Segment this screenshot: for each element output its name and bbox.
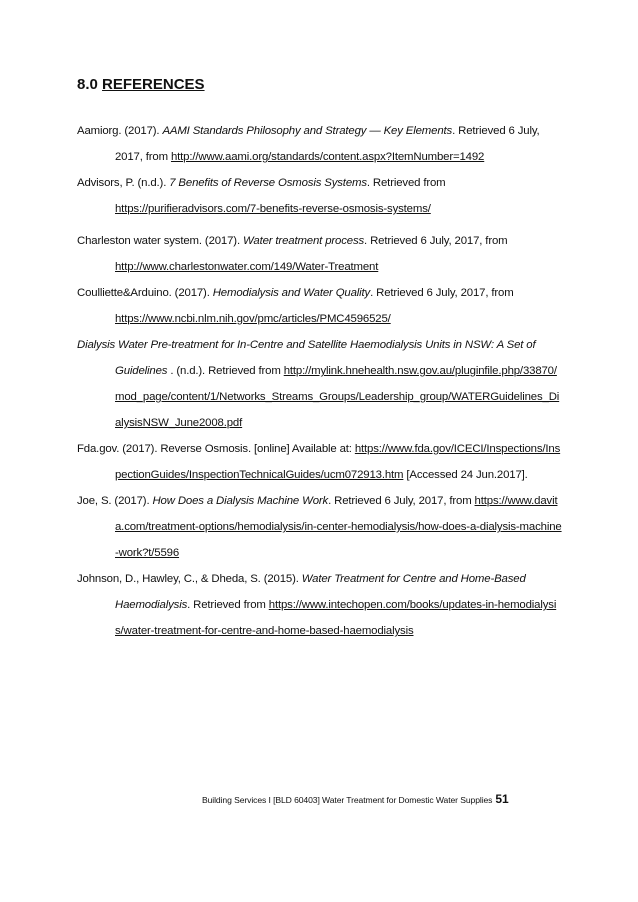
reference-title: 7 Benefits of Reverse Osmosis Systems xyxy=(169,177,367,189)
reference-item xyxy=(77,170,562,222)
reference-title: Dialysis Water Pre-treatment for In-Centre and Satellite Haemodialysis Units in NSW: A Set of Guidelines xyxy=(77,339,536,377)
reference-link[interactable]: http://mylink.hnehealth.nsw.gov.au/pluginfile.php/33870/mod_page/content/1/Networks_Streams_Groups/Leadership_group/WATERGuidelines_DialysisNSW_June2008.pdf xyxy=(115,365,560,429)
reference-item xyxy=(77,566,562,644)
reference-title: AAMI Standards Philosophy and Strategy — Key Elements xyxy=(162,125,453,137)
reference-authors: Johnson, D., Hawley, C., & Dheda, S. (2015). xyxy=(77,573,302,585)
reference-details: . Retrieved 6 July, 2017, from xyxy=(115,125,540,163)
reference-authors: Joe, S. (2017). xyxy=(77,495,153,507)
reference-authors: Aamiorg. (2017). xyxy=(77,125,163,137)
reference-authors: Charleston water system. (2017). xyxy=(77,235,243,247)
reference-accessed: [Accessed 24 Jun.2017]. xyxy=(403,469,528,481)
section-number: 8.0 xyxy=(77,76,98,93)
reference-title: Water Treatment for Centre and Home-Based Haemodialysis xyxy=(115,573,526,611)
reference-link[interactable]: https://www.davita.com/treatment-options/hemodialysis/in-center-hemodialysis/how-does-a-dialysis-machine-work?t/5596 xyxy=(115,495,562,559)
section-heading xyxy=(77,76,205,93)
reference-details: . Retrieved from xyxy=(187,599,269,611)
reference-link[interactable]: https://www.intechopen.com/books/updates-in-hemodialysis/water-treatment-for-centre-and-home-based-haemodialysis xyxy=(115,599,557,637)
reference-title: Water treatment process xyxy=(242,235,365,247)
footer-text: Building Services I [BLD 60403] Water Treatment for Domestic Water Supplies xyxy=(202,795,493,805)
reference-title: How Does a Dialysis Machine Work xyxy=(152,495,329,507)
reference-link[interactable]: https://purifieradvisors.com/7-benefits-reverse-osmosis-systems/ xyxy=(115,203,431,215)
reference-item xyxy=(77,228,562,280)
section-title: REFERENCES xyxy=(102,76,205,93)
reference-details: . (n.d.). Retrieved from xyxy=(167,365,284,377)
reference-title: Hemodialysis and Water Quality xyxy=(212,287,371,299)
reference-list xyxy=(77,118,562,644)
reference-authors: Fda.gov. (2017). Reverse Osmosis. [online] Available at: xyxy=(77,443,355,455)
reference-link[interactable]: http://www.charlestonwater.com/149/Water-Treatment xyxy=(115,261,379,273)
reference-item xyxy=(77,436,562,488)
reference-item xyxy=(77,488,562,566)
reference-details: . Retrieved 6 July, 2017, from xyxy=(328,495,475,507)
reference-link[interactable]: https://www.ncbi.nlm.nih.gov/pmc/articles/PMC4596525/ xyxy=(115,313,391,325)
reference-item xyxy=(77,118,562,170)
reference-authors: Advisors, P. (n.d.). xyxy=(77,177,170,189)
reference-authors: Coulliette&Arduino. (2017). xyxy=(77,287,213,299)
reference-link[interactable]: https://www.fda.gov/ICECI/Inspections/InspectionGuides/InspectionTechnicalGuides/ucm072913.htm xyxy=(115,443,561,481)
reference-link[interactable]: http://www.aami.org/standards/content.aspx?ItemNumber=1492 xyxy=(170,151,485,163)
page-number: 51 xyxy=(495,792,509,806)
reference-item xyxy=(77,332,562,436)
reference-details: . Retrieved from xyxy=(366,177,446,189)
reference-details: . Retrieved 6 July, 2017, from xyxy=(364,235,508,247)
reference-details: . Retrieved 6 July, 2017, from xyxy=(370,287,514,299)
reference-item xyxy=(77,280,562,332)
page-footer xyxy=(202,792,564,806)
